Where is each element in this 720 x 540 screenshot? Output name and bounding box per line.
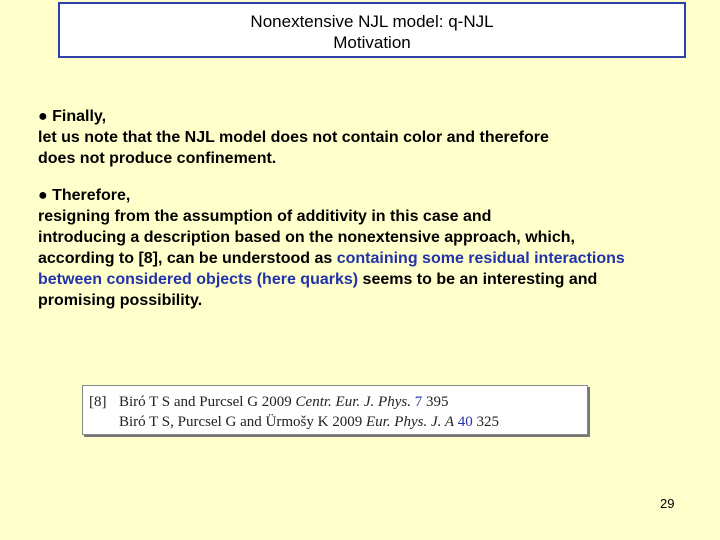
reference-box <box>82 385 588 435</box>
text-line: does not produce confinement. <box>38 150 277 167</box>
text-line: let us note that the NJL model does not contain color and therefore <box>38 129 549 146</box>
reference-authors: Biró T S and Purcsel G 2009 <box>119 394 296 410</box>
text-plain: seems to be an interesting and <box>358 271 598 288</box>
reference-journal: Centr. Eur. J. Phys. <box>295 394 411 410</box>
reference-page: 325 <box>472 414 499 430</box>
slide-title-box <box>58 2 686 58</box>
text-line: promising possibility. <box>38 292 203 309</box>
reference-volume: 40 <box>454 414 473 430</box>
text-line: resigning from the assumption of additivity in this case and <box>38 208 492 225</box>
slide-body <box>38 106 708 327</box>
slide-title: Nonextensive NJL model: q-NJL <box>250 12 494 31</box>
reference-volume: 7 <box>410 394 423 410</box>
reference-page: 395 <box>422 394 449 410</box>
reference-authors: Biró T S, Purcsel G and Ürmošy K 2009 <box>119 414 366 430</box>
bullet-line: ● Finally, <box>38 108 107 125</box>
text-plain: according to [8], can be understood as <box>38 250 337 267</box>
reference-line-2 <box>89 412 587 432</box>
page-number: 29 <box>660 496 675 511</box>
slide-subtitle: Motivation <box>333 33 411 52</box>
text-line <box>38 248 708 269</box>
paragraph-therefore <box>38 185 708 311</box>
text-line: introducing a description based on the nonextensive approach, which, <box>38 229 575 246</box>
reference-line-1 <box>89 392 587 412</box>
paragraph-finally <box>38 106 708 169</box>
highlighted-text: containing some residual interactions <box>336 250 625 267</box>
text-line <box>38 269 708 290</box>
bullet-line: ● Therefore, <box>38 187 131 204</box>
reference-journal: Eur. Phys. J. A <box>365 414 454 430</box>
highlighted-text: between considered objects (here quarks) <box>38 271 359 288</box>
reference-number: [8] <box>89 394 107 410</box>
